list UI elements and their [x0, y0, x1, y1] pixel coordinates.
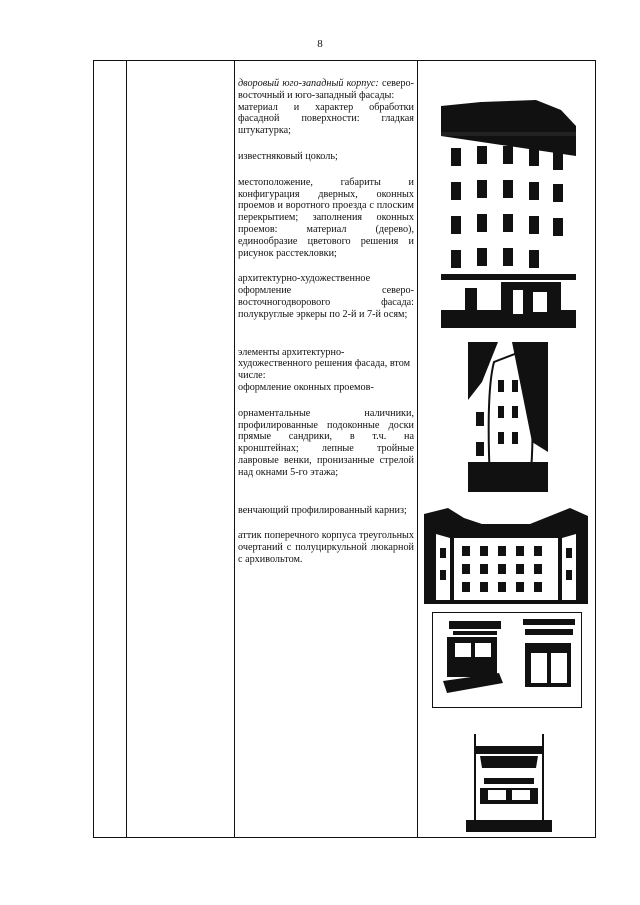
description-column: [238, 78, 414, 566]
paragraph-plinth: известняковый цоколь;: [238, 150, 338, 162]
paragraph-cornice: венчающий профилированный карниз;: [238, 504, 407, 516]
paragraph-bay-windows: архитектурно-художественное оформление северо-восточногодворового фасада: полукруглые эркеры по 2-й и 7-й осям;: [238, 273, 414, 320]
paragraph-surface: материал и характер обработки фасадной поверхности: гладкая штукатурка;: [238, 101, 414, 137]
dormer-photo: [466, 728, 552, 832]
paragraph-attic: аттик поперечного корпуса треугольных очертаний с полуциркульной люкарной с архивольтом.: [238, 530, 414, 565]
paragraph-courtyard: дворовый юго-западный корпус: северо-восточный и юго-западный фасады:: [238, 78, 414, 101]
facade-photo: [441, 96, 576, 328]
column-divider: [417, 61, 418, 837]
paragraph-openings: местоположение, габариты и конфигурация дверных, оконных проемов и воротного проезда с плоским перекрытием; заполнения оконных проемов: материал (дерево), единообразие цветового решения и рисунок расстекловки;: [238, 176, 414, 259]
paragraph-elements: элементы архитектурно-художественного решения фасада, втом числе:: [238, 346, 411, 382]
bay-window-photo: [468, 342, 548, 492]
paragraph-window-design: оформление оконных проемов-: [238, 381, 374, 393]
paragraph-ornaments: орнаментальные наличники, профилированные подоконные доски прямые сандрики, в т.ч. на кронштейнах; лепные тройные лавровые венки, пронизанные стрелой над окнами 5-го этажа;: [238, 407, 414, 478]
page-number: 8: [317, 38, 323, 50]
column-divider: [126, 61, 127, 837]
courtyard-photo: [424, 508, 588, 604]
window-detail-photo: [432, 612, 582, 708]
column-divider: [234, 61, 235, 837]
